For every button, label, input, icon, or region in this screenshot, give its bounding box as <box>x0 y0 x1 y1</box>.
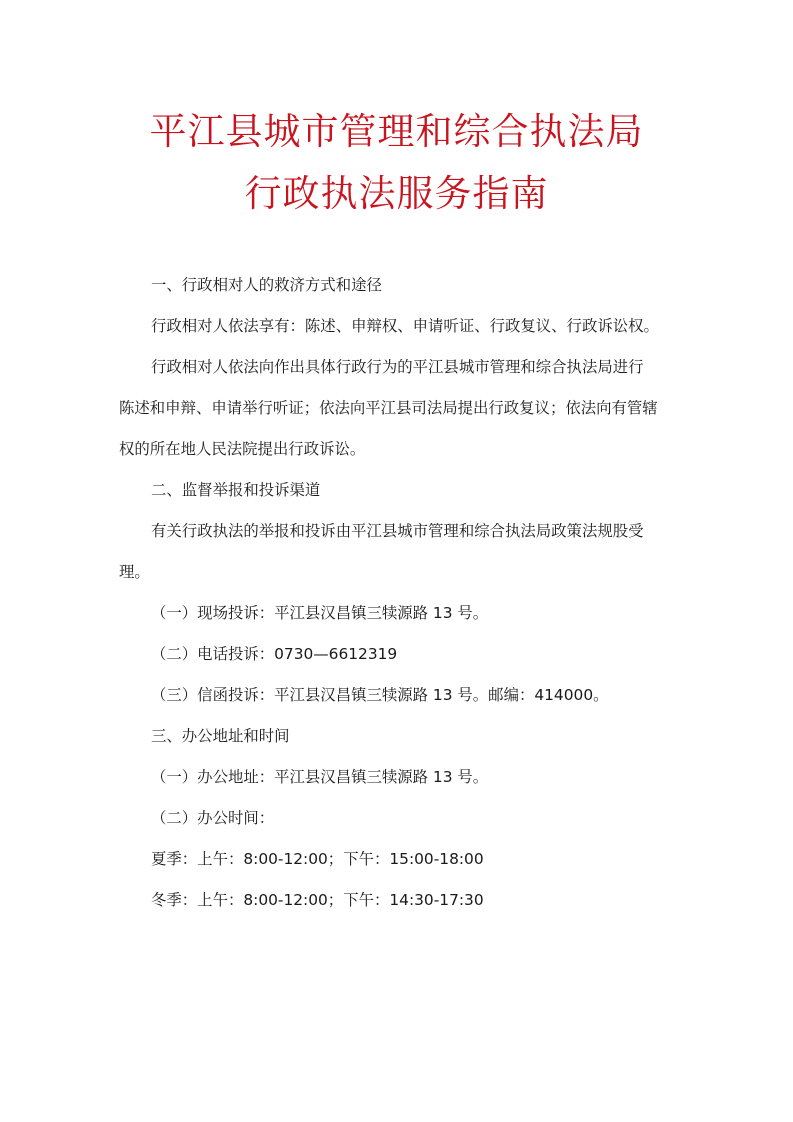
document-title-line-2: 行政执法服务指南 <box>244 172 549 215</box>
section-3-heading: 三、办公地址和时间 <box>151 727 290 745</box>
section-1-paragraph-2-line-3: 权的所在地人民法院提出行政诉讼。 <box>119 440 366 458</box>
summer-hours: 夏季：上午：8:00-12:00；下午：15:00-18:00 <box>151 850 484 868</box>
section-2-heading: 二、监督举报和投诉渠道 <box>151 481 321 499</box>
section-2-item-3: （三）信函投诉：平江县汉昌镇三犊源路 13 号。邮编：414000。 <box>151 686 609 704</box>
section-2-paragraph-1-line-2: 理。 <box>119 563 150 581</box>
document-body <box>119 265 679 921</box>
section-1-heading: 一、行政相对人的救济方式和途径 <box>151 276 382 294</box>
document-title-line-1: 平江县城市管理和综合执法局 <box>149 110 644 153</box>
section-1-paragraph-1: 行政相对人依法享有：陈述、申辩权、申请听证、行政复议、行政诉讼权。 <box>151 317 659 335</box>
section-2-item-2: （二）电话投诉：0730—6612319 <box>151 645 398 663</box>
section-2-paragraph-1-line-1: 有关行政执法的举报和投诉由平江县城市管理和综合执法局政策法规股受 <box>151 522 644 540</box>
section-1-paragraph-2-line-1: 行政相对人依法向作出具体行政行为的平江县城市管理和综合执法局进行 <box>151 358 644 376</box>
winter-hours: 冬季：上午：8:00-12:00；下午：14:30-17:30 <box>151 891 484 909</box>
section-1-paragraph-2-line-2: 陈述和申辩、申请举行听证；依法向平江县司法局提出行政复议；依法向有管辖 <box>119 399 658 417</box>
section-2-item-1: （一）现场投诉：平江县汉昌镇三犊源路 13 号。 <box>151 604 489 622</box>
section-3-item-2: （二）办公时间： <box>151 809 275 827</box>
section-3-item-1: （一）办公地址：平江县汉昌镇三犊源路 13 号。 <box>151 768 489 786</box>
